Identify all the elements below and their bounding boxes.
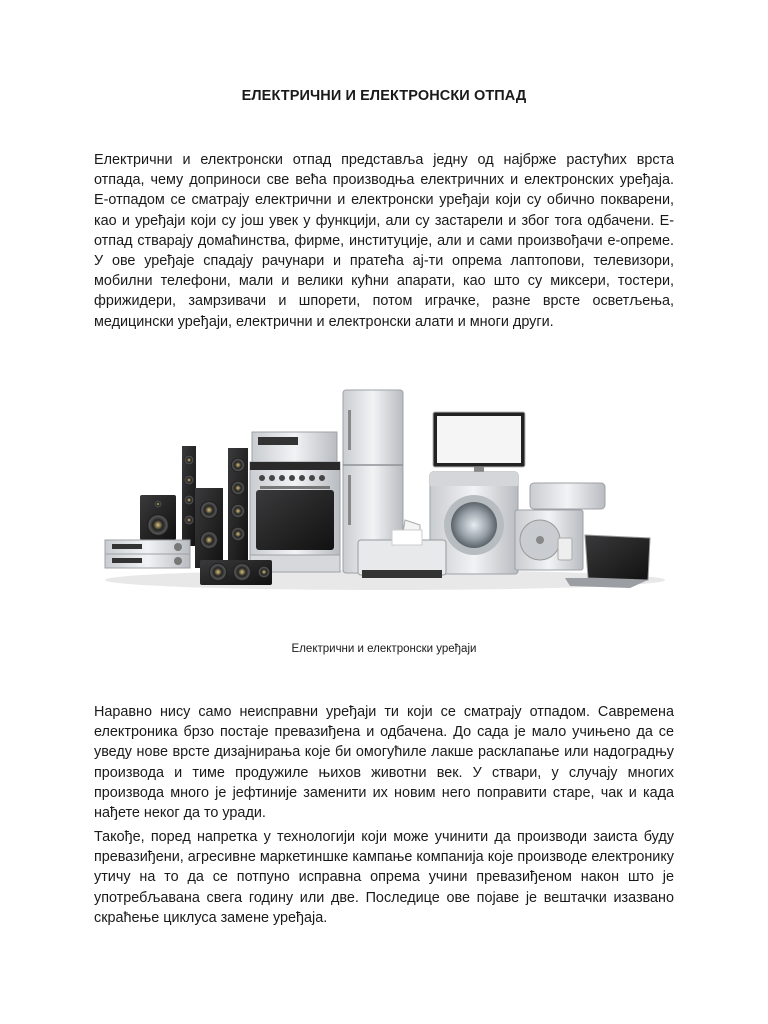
document-title: ЕЛЕКТРИЧНИ И ЕЛЕКТРОНСКИ ОТПАД [241, 88, 527, 104]
paragraph-intro: Електрични и електронски отпад представља једну од најбрже растућих врста отпада, чему доприноси све већа производња електричних и електронских уређаја. Е-отпадом се сматрају електрични и електронски уређаји који су обично покварени, као и уређаји који су још увек у функцији, али су застарели и због тога одбачени. Е-отпад стварају домаћинства, фирме, институције, али и сами произвођачи е-опреме. У ове уређаје спадају рачунари и пратећа ај-ти опрема лаптопови, телевизори, мобилни телефони, мали и велики кућни апарати, као што су миксери, тостери, фрижидери, замрзивачи и шпорети, потом играчке, разне врсте осветљења, медицински уређаји, електрични и електронски алати и многи други. [94, 152, 674, 330]
paragraph-obsolescence: Наравно нису само неисправни уређаји ти који се сматрају отпадом. Савремена електроника брзо постаје превазиђена и одбачена. До сада је мало учињено да се уведу нове врсте дизајнирања које би омогућиле лакше расклапање или надоградњу производа и тиме продужиле њихов животни век. У ствари, у случају многих производа много је јефтиније заменити их новим него поправити старе, чак и када нађете неког да то уради. [94, 704, 674, 822]
paragraph-marketing: Такође, поред напретка у технологији који може учинити да производи заиста буду превазиђени, агресивне маркетиншке кампање компанија које производе електронику утичу на то да се потпуно исправна опрема учини превазиђеном након што је употребљавана свега годину или две. Последице ове појаве је вештачки изазвано скраћење циклуса замене уређаја. [94, 829, 674, 926]
appliances-image [100, 380, 665, 595]
figure-caption: Електрични и електронски уређаји [291, 643, 477, 655]
